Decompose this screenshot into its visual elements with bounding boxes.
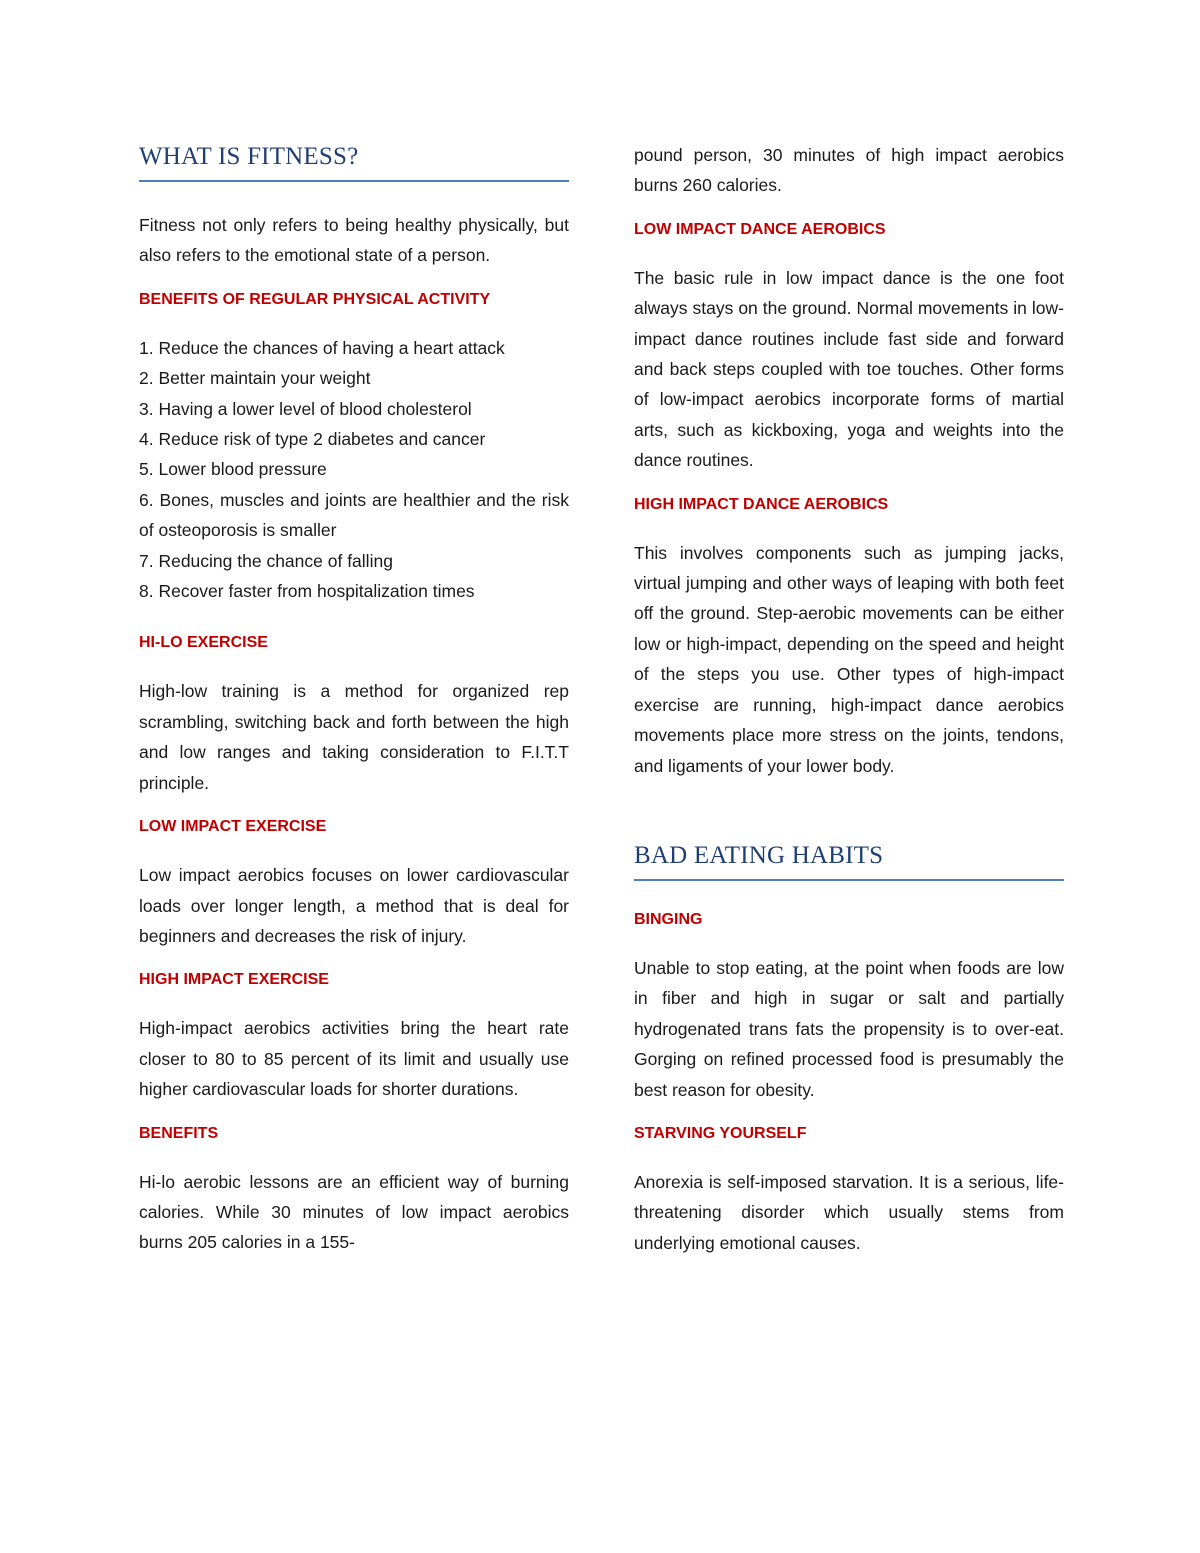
list-item: 5. Lower blood pressure: [139, 459, 327, 480]
list-item: 4. Reduce risk of type 2 diabetes and cancer: [139, 429, 486, 450]
what-is-fitness-title: WHAT IS FITNESS?: [139, 140, 569, 182]
binging-text: Unable to stop eating, at the point when foods are low in fiber and high in sugar or salt and partially hydrogenated trans fats the propensity is to over-eat. Gorging on refined processed food is presumably the best reason for obesity.: [634, 957, 1064, 1100]
fitness-intro: Fitness not only refers to being healthy physically, but also refers to the emotional state of a person.: [139, 215, 569, 266]
continued-text: pound person, 30 minutes of high impact aerobics burns 260 calories.: [634, 145, 1064, 196]
list-item: 2. Better maintain your weight: [139, 368, 371, 389]
high-impact-heading: HIGH IMPACT EXERCISE: [139, 971, 329, 989]
list-item: 6. Bones, muscles and joints are healthier and the risk of osteoporosis is smaller: [139, 489, 569, 541]
hilo-heading: HI-LO EXERCISE: [139, 634, 268, 652]
low-dance-text: The basic rule in low impact dance is the one foot always stays on the ground. Normal movements in low-impact dance routines include fast side and forward and back steps coupled with toe touches. Other forms of low-impact aerobics incorporate forms of martial arts, such as kickboxing, yoga and weights into the dance routines.: [634, 267, 1064, 471]
benefits2-text: Hi-lo aerobic lessons are an efficient way of burning calories. While 30 minutes of low impact aerobics burns 205 calories in a 155-: [139, 1171, 569, 1253]
high-dance-text: This involves components such as jumping jacks, virtual jumping and other ways of leaping with both feet off the ground. Step-aerobic movements can be either low or high-impact, depending on the speed and height of the steps you use. Other types of high-impact exercise are running, high-impact dance aerobics movements place more stress on the joints, tendons, and ligaments of your lower body.: [634, 542, 1064, 776]
starving-text: Anorexia is self-imposed starvation. It is a serious, life-threatening disorder which usually stems from underlying emotional causes.: [634, 1171, 1064, 1253]
high-dance-heading: HIGH IMPACT DANCE AEROBICS: [634, 495, 889, 513]
binging-heading: BINGING: [634, 910, 703, 928]
hilo-text: High-low training is a method for organized rep scrambling, switching back and forth between the high and low ranges and taking consideration to F.I.T.T principle.: [139, 681, 569, 793]
list-item: 7. Reducing the chance of falling: [139, 550, 393, 571]
list-item: 8. Recover faster from hospitalization times: [139, 581, 475, 602]
low-impact-heading: LOW IMPACT EXERCISE: [139, 818, 327, 836]
low-dance-heading: LOW IMPACT DANCE AEROBICS: [634, 220, 886, 238]
list-item: 3. Having a lower level of blood cholesterol: [139, 398, 472, 419]
bad-eating-title: BAD EATING HABITS: [634, 839, 1064, 881]
low-impact-text: Low impact aerobics focuses on lower cardiovascular loads over longer length, a method that is deal for beginners and decreases the risk of injury.: [139, 865, 569, 946]
benefits-heading: BENEFITS OF REGULAR PHYSICAL ACTIVITY: [139, 290, 491, 308]
benefits2-heading: BENEFITS: [139, 1124, 219, 1142]
list-item: 1. Reduce the chances of having a heart attack: [139, 337, 505, 358]
high-impact-text: High-impact aerobics activities bring the heart rate closer to 80 to 85 percent of its limit and usually use higher cardiovascular loads for shorter durations.: [139, 1018, 569, 1100]
starving-heading: STARVING YOURSELF: [634, 1124, 807, 1142]
left-column: [139, 140, 569, 1276]
benefits-list: [139, 333, 569, 607]
right-column: [634, 140, 1064, 1276]
